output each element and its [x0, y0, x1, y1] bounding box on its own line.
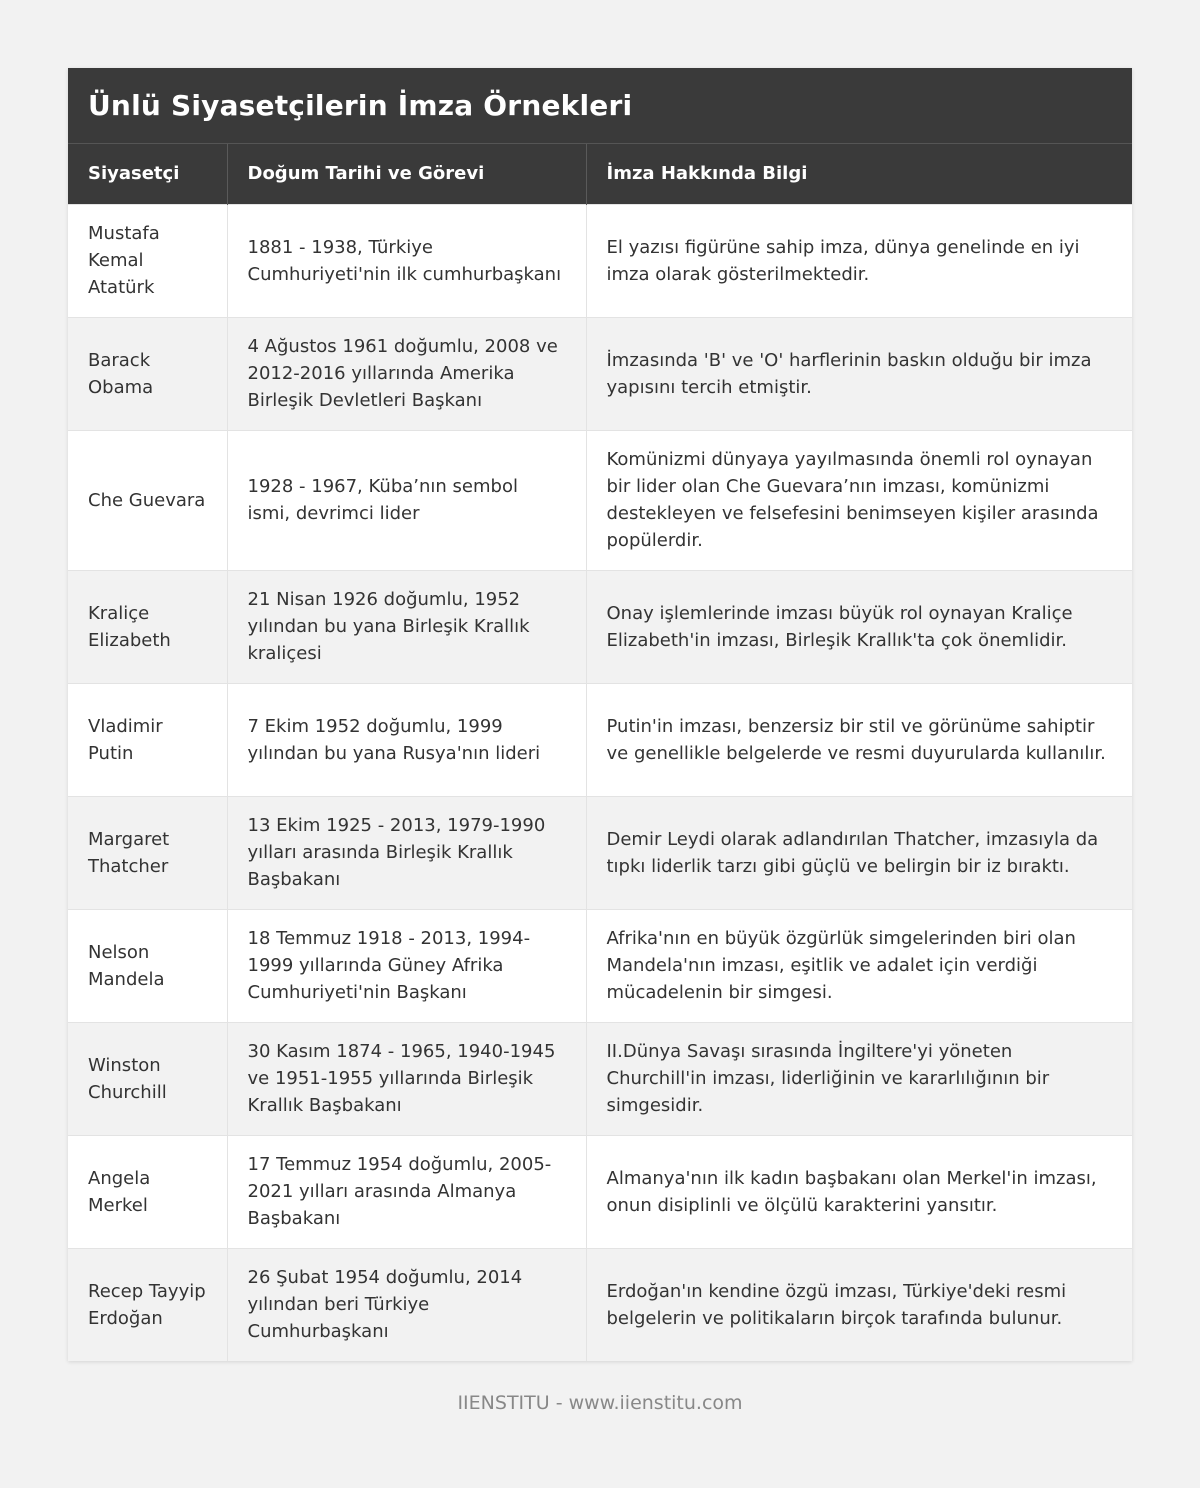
cell-politician: Angela Merkel [68, 1135, 227, 1248]
cell-birth-role: 26 Şubat 1954 doğumlu, 2014 yılından beri Türkiye Cumhurbaşkanı [227, 1248, 586, 1361]
cell-politician: Winston Churchill [68, 1022, 227, 1135]
cell-politician: Recep Tayyip Erdoğan [68, 1248, 227, 1361]
cell-signature-info: Erdoğan'ın kendine özgü imzası, Türkiye'deki resmi belgelerin ve politikaların birçok tarafında bulunur. [586, 1248, 1132, 1361]
page-title: Ünlü Siyasetçilerin İmza Örnekleri [88, 89, 633, 122]
cell-politician: Barack Obama [68, 317, 227, 430]
table-row [68, 1135, 1132, 1248]
title-bar [68, 68, 1132, 144]
table-row [68, 796, 1132, 909]
footer-credit: IIENSTITU - www.iienstitu.com [457, 1392, 743, 1414]
cell-politician: Mustafa Kemal Atatürk [68, 204, 227, 317]
cell-politician: Vladimir Putin [68, 683, 227, 796]
cell-birth-role: 13 Ekim 1925 - 2013, 1979-1990 yılları arasında Birleşik Krallık Başbakanı [227, 796, 586, 909]
cell-birth-role: 17 Temmuz 1954 doğumlu, 2005-2021 yılları arasında Almanya Başbakanı [227, 1135, 586, 1248]
table-row [68, 909, 1132, 1022]
table-row [68, 430, 1132, 570]
column-header-signature-info: İmza Hakkında Bilgi [586, 144, 1132, 204]
cell-politician: Nelson Mandela [68, 909, 227, 1022]
cell-birth-role: 1881 - 1938, Türkiye Cumhuriyeti'nin ilk cumhurbaşkanı [227, 204, 586, 317]
cell-birth-role: 21 Nisan 1926 doğumlu, 1952 yılından bu yana Birleşik Krallık kraliçesi [227, 570, 586, 683]
signature-table-card [68, 68, 1132, 1361]
table-row [68, 317, 1132, 430]
cell-politician: Che Guevara [68, 430, 227, 570]
table-row [68, 1248, 1132, 1361]
cell-birth-role: 7 Ekim 1952 doğumlu, 1999 yılından bu yana Rusya'nın lideri [227, 683, 586, 796]
cell-signature-info: Demir Leydi olarak adlandırılan Thatcher, imzasıyla da tıpkı liderlik tarzı gibi güçlü ve belirgin bir iz bıraktı. [586, 796, 1132, 909]
cell-signature-info: Almanya'nın ilk kadın başbakanı olan Merkel'in imzası, onun disiplinli ve ölçülü karakterini yansıtır. [586, 1135, 1132, 1248]
cell-birth-role: 18 Temmuz 1918 - 2013, 1994-1999 yıllarında Güney Afrika Cumhuriyeti'nin Başkanı [227, 909, 586, 1022]
column-header-politician: Siyasetçi [68, 144, 227, 204]
cell-politician: Margaret Thatcher [68, 796, 227, 909]
cell-birth-role: 30 Kasım 1874 - 1965, 1940-1945 ve 1951-1955 yıllarında Birleşik Krallık Başbakanı [227, 1022, 586, 1135]
table-row [68, 1022, 1132, 1135]
cell-signature-info: Afrika'nın en büyük özgürlük simgelerinden biri olan Mandela'nın imzası, eşitlik ve adalet için verdiği mücadelenin bir simgesi. [586, 909, 1132, 1022]
cell-signature-info: II.Dünya Savaşı sırasında İngiltere'yi yöneten Churchill'in imzası, liderliğinin ve kararlılığının bir simgesidir. [586, 1022, 1132, 1135]
table-row [68, 570, 1132, 683]
politicians-table [68, 144, 1132, 1361]
cell-signature-info: Onay işlemlerinde imzası büyük rol oynayan Kraliçe Elizabeth'in imzası, Birleşik Krallık'ta çok önemlidir. [586, 570, 1132, 683]
cell-signature-info: Putin'in imzası, benzersiz bir stil ve görünüme sahiptir ve genellikle belgelerde ve resmi duyurularda kullanılır. [586, 683, 1132, 796]
cell-birth-role: 1928 - 1967, Küba’nın sembol ismi, devrimci lider [227, 430, 586, 570]
cell-signature-info: İmzasında 'B' ve 'O' harflerinin baskın olduğu bir imza yapısını tercih etmiştir. [586, 317, 1132, 430]
cell-politician: Kraliçe Elizabeth [68, 570, 227, 683]
cell-birth-role: 4 Ağustos 1961 doğumlu, 2008 ve 2012-2016 yıllarında Amerika Birleşik Devletleri Başkanı [227, 317, 586, 430]
table-row [68, 683, 1132, 796]
table-header-row [68, 144, 1132, 204]
cell-signature-info: El yazısı figürüne sahip imza, dünya genelinde en iyi imza olarak gösterilmektedir. [586, 204, 1132, 317]
cell-signature-info: Komünizmi dünyaya yayılmasında önemli rol oynayan bir lider olan Che Guevara’nın imzası, komünizmi destekleyen ve felsefesini benimseyen kişiler arasında popülerdir. [586, 430, 1132, 570]
table-row [68, 204, 1132, 317]
column-header-birth-role: Doğum Tarihi ve Görevi [227, 144, 586, 204]
